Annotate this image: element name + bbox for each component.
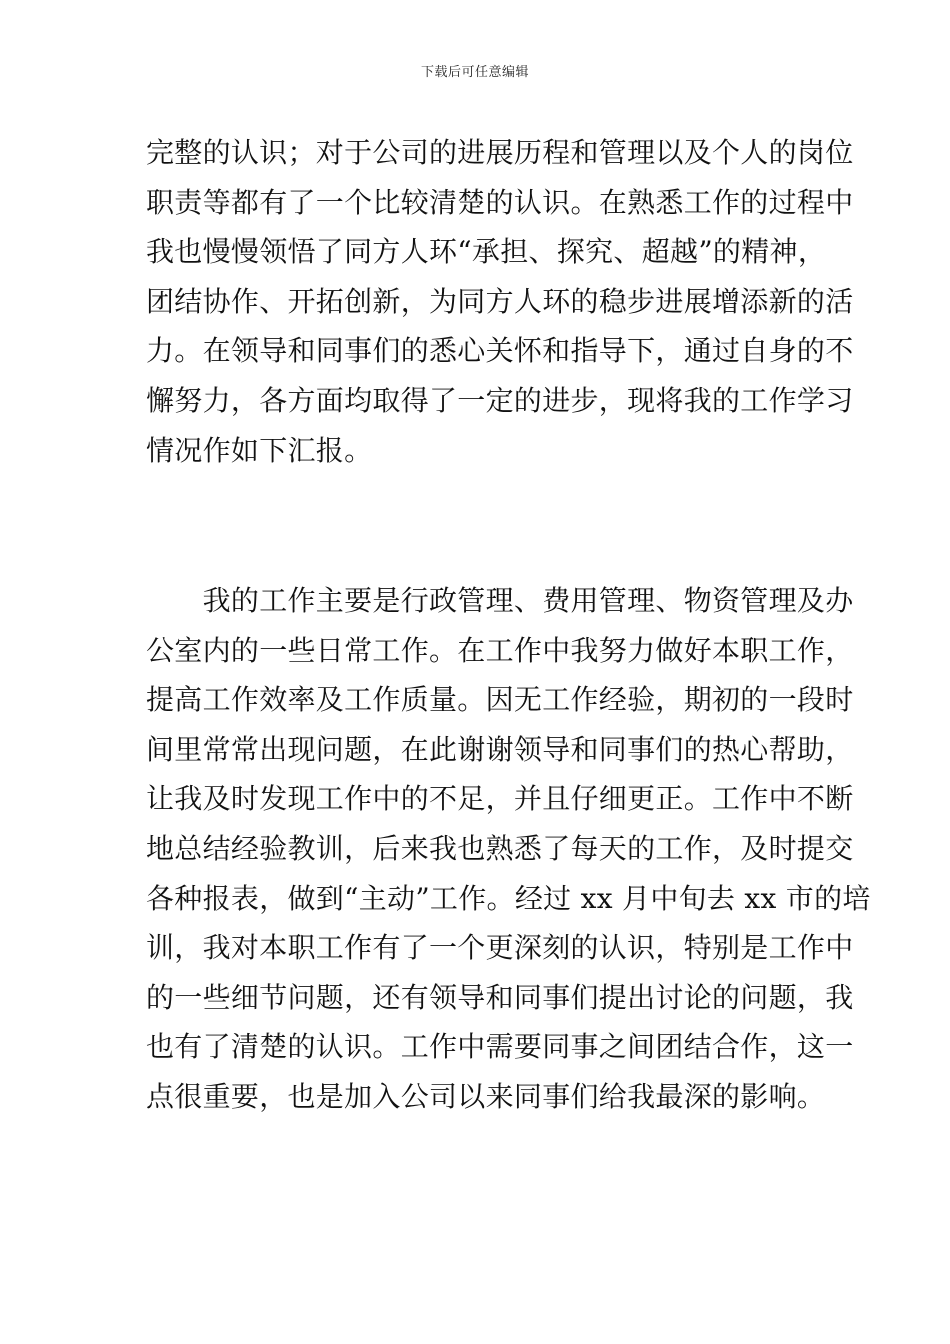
paragraph-intro (146, 128, 854, 475)
text-line: 地总结经验教训，后来我也熟悉了每天的工作，及时提交 (146, 831, 854, 865)
text-line: 职责等都有了一个比较清楚的认识。在熟悉工作的过程中 (146, 185, 854, 219)
text-line: 我的工作主要是行政管理、费用管理、物资管理及办 (146, 584, 854, 617)
text-line: 也有了清楚的认识。工作中需要同事之间团结合作，这一 (146, 1030, 854, 1064)
text-line: 团结协作、开拓创新，为同方人环的稳步进展增添新的活 (146, 284, 854, 318)
text-line: 的一些细节问题，还有领导和同事们提出讨论的问题，我 (146, 980, 854, 1014)
text-line: 公室内的一些日常工作。在工作中我努力做好本职工作， (146, 633, 854, 667)
text-line: 训，我对本职工作有了一个更深刻的认识，特别是工作中 (146, 931, 854, 965)
paragraph-work (146, 576, 871, 1122)
text-line: 完整的认识；对于公司的进展历程和管理以及个人的岗位 (146, 136, 854, 169)
text-line: 点很重要，也是加入公司以来同事们给我最深的影响。 (146, 1079, 826, 1113)
text-line: 提高工作效率及工作质量。因无工作经验，期初的一段时 (146, 683, 854, 717)
text-line: 各种报表，做到“主动”工作。经过 xx 月中旬去 xx 市的培 (146, 881, 871, 915)
text-line: 情况作如下汇报。 (146, 433, 373, 467)
text-line: 间里常常出现问题，在此谢谢领导和同事们的热心帮助， (146, 732, 854, 766)
text-line: 让我及时发现工作中的不足，并且仔细更正。工作中不断 (146, 782, 854, 816)
page-header: 下载后可任意编辑 (420, 65, 529, 80)
text-line: 我也慢慢领悟了同方人环“承担、探究、超越”的精神， (146, 235, 827, 269)
text-line: 力。在领导和同事们的悉心关怀和指导下，通过自身的不 (146, 334, 854, 368)
text-line: 懈努力，各方面均取得了一定的进步，现将我的工作学习 (146, 383, 854, 417)
